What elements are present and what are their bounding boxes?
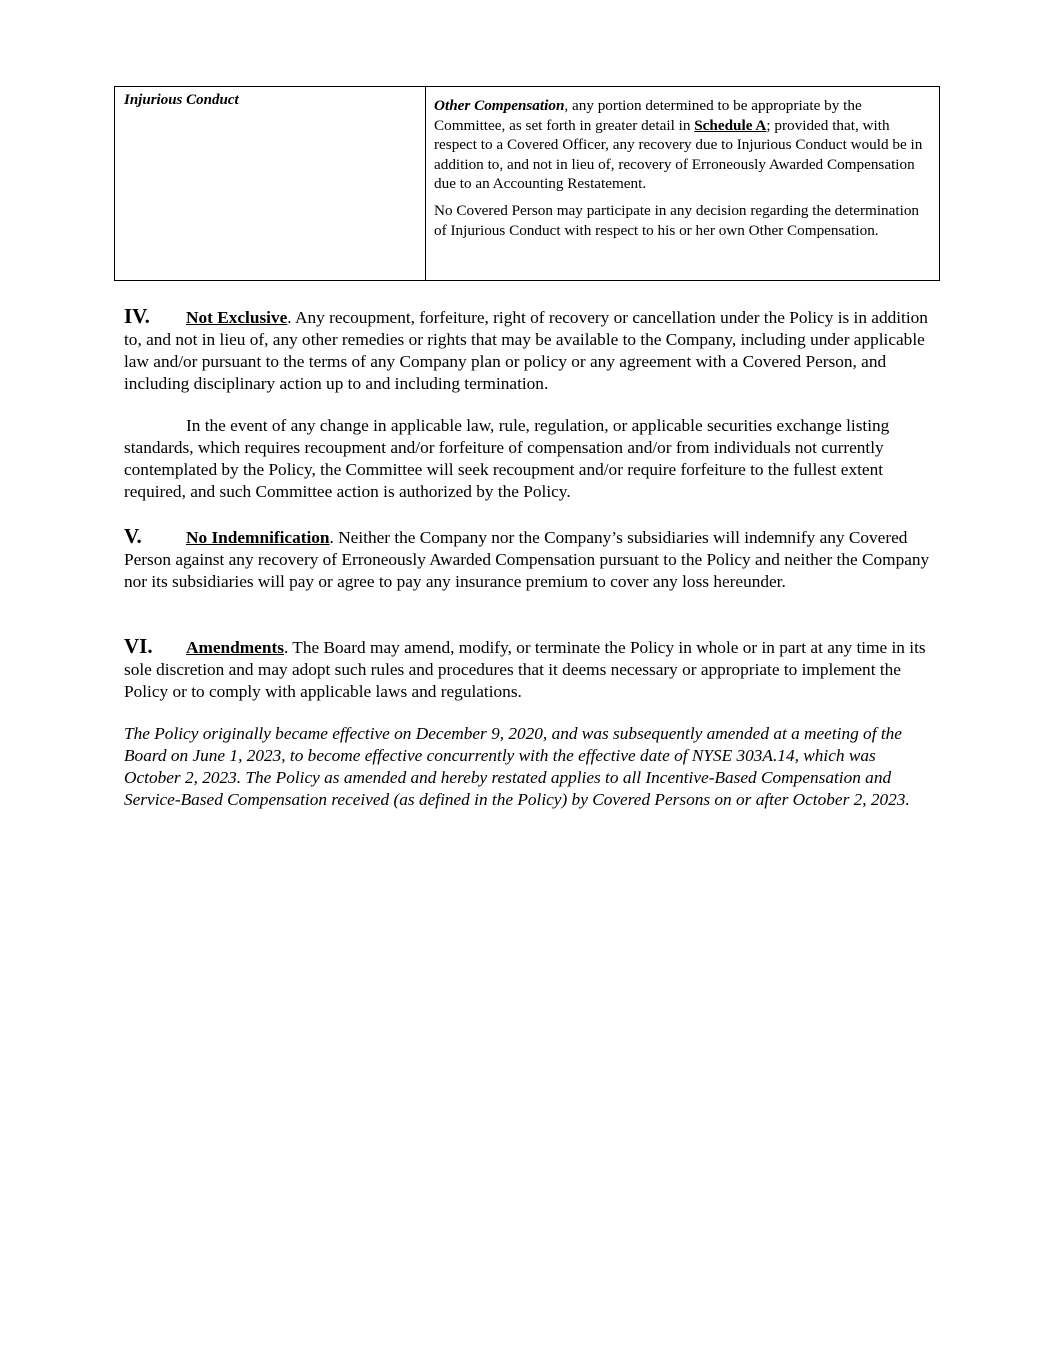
closing-note-text: The Policy originally became effective on December 9, 2020, and was subsequently amended at a meeting of the Board on June 1, 2023, to become effective concurrently with the effective date of NYSE 303A.14, which was October 2, 2023. The Policy as amended and hereby restated applies to all Incentive-Based Compensation and Service-Based Compensation received (as defined in the Policy) by Covered Persons on or after October 2, 2023. bbox=[124, 724, 910, 809]
section-vi-paragraph bbox=[124, 635, 936, 703]
section-v-paragraph bbox=[124, 525, 936, 593]
section-iv-number: IV. bbox=[124, 304, 150, 328]
section-iv bbox=[124, 305, 936, 395]
section-vi-title: Amendments bbox=[186, 638, 284, 657]
table-p1-text-b: ; provided that, with respect to a Covered Officer, any recovery due to Injurious Conduct would be in addition to, and not in lieu of, recovery of Erroneously Awarded Compensation due to an Accounting Restatement. bbox=[434, 116, 923, 193]
section-vi-number: VI. bbox=[124, 634, 153, 658]
table-right-paragraph-1 bbox=[434, 96, 934, 194]
section-iv-para2-text: In the event of any change in applicable law, rule, regulation, or applicable securities exchange listing standards, which requires recoupment and/or forfeiture of compensation and/or from individuals not currently contemplated by the Policy, the Committee will seek recoupment and/or require forfeiture to the fullest extent required, and such Committee action is authorized by the Policy. bbox=[124, 416, 890, 501]
other-compensation-term: Other Compensation bbox=[434, 97, 565, 114]
table-right-cell bbox=[434, 96, 934, 240]
table-right-paragraph-2: No Covered Person may participate in any decision regarding the determination of Injurious Conduct with respect to his or her own Other Compensation. bbox=[434, 201, 920, 239]
closing-note bbox=[124, 723, 936, 811]
table-left-cell-heading: Injurious Conduct bbox=[124, 92, 239, 108]
section-v-number: V. bbox=[124, 524, 142, 548]
section-vi-text: . The Board may amend, modify, or terminate the Policy in whole or in part at any time in its sole discretion and may adopt such rules and procedures that it deems necessary or appropriate to implement the Policy or to comply with applicable laws and regulations. bbox=[124, 638, 926, 701]
section-v-text: . Neither the Company nor the Company’s subsidiaries will indemnify any Covered Person against any recovery of Erroneously Awarded Compensation pursuant to the Policy and neither the Company nor its subsidiaries will pay or agree to pay any insurance premium to cover any loss hereunder. bbox=[124, 528, 930, 591]
section-iv-paragraph-2 bbox=[124, 415, 936, 503]
table-p1-text-a: , any portion determined to be appropriate by the Committee, as set forth in greater detail in bbox=[434, 97, 862, 134]
section-iv-paragraph-1 bbox=[124, 305, 936, 395]
section-iv-text: . Any recoupment, forfeiture, right of recovery or cancellation under the Policy is in addition to, and not in lieu of, any other remedies or rights that may be available to the Company, including under applicable law and/or pursuant to the terms of any Company plan or policy or any agreement with a Covered Person, and including disciplinary action up to and including termination. bbox=[124, 308, 928, 393]
schedule-a-reference: Schedule A bbox=[694, 116, 767, 134]
section-v-title: No Indemnification bbox=[186, 528, 330, 547]
compensation-table bbox=[114, 86, 940, 281]
section-vi bbox=[124, 635, 936, 703]
section-v bbox=[124, 525, 936, 593]
section-iv-title: Not Exclusive bbox=[186, 308, 288, 327]
table-column-divider bbox=[425, 87, 426, 280]
